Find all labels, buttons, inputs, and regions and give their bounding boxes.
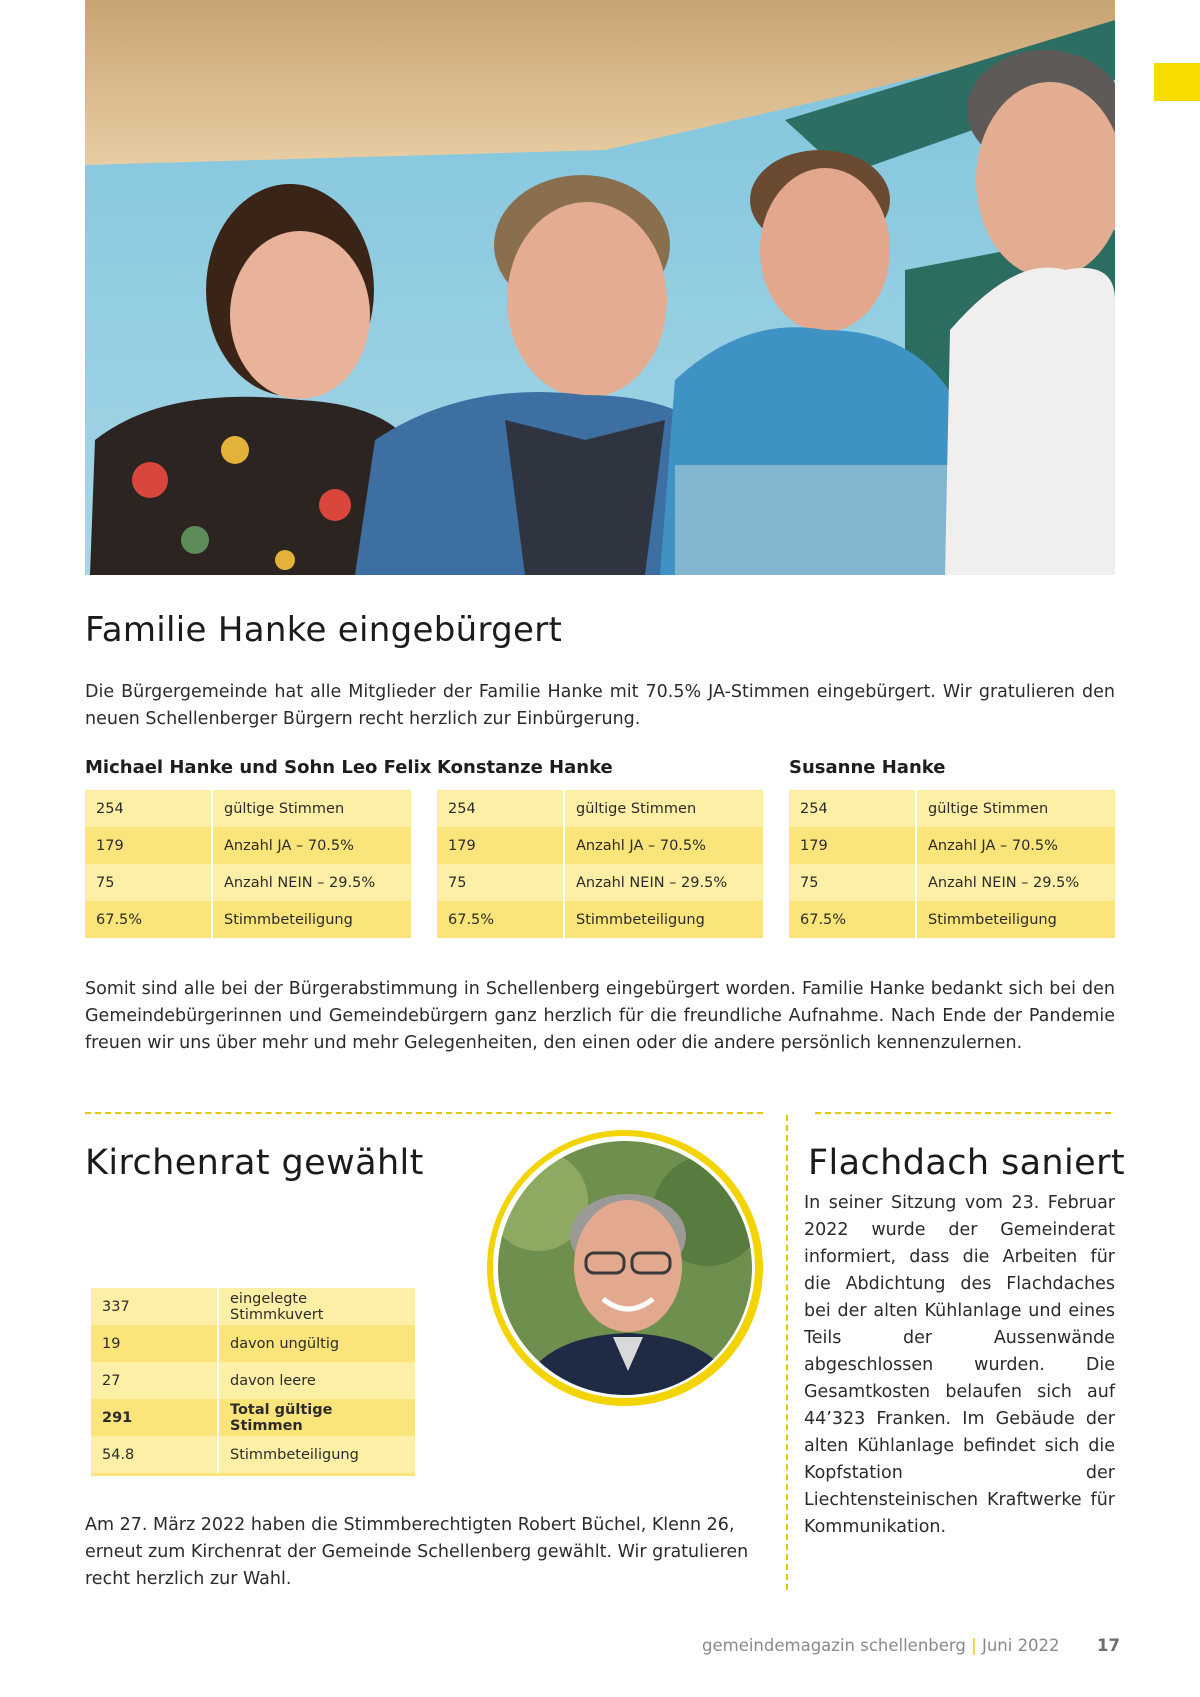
vote-table-michael xyxy=(85,757,431,938)
footer-issue: Juni 2022 xyxy=(981,1636,1060,1655)
column-divider xyxy=(786,1115,788,1590)
portrait-robert-buechel xyxy=(487,1130,763,1406)
flachdach-text: In seiner Sitzung vom 23. Februar 2022 wurde der Gemeinderat informiert, dass die Arbeiten für die Abdichtung des Flachdaches bei der alten Kühlanlage und eines Teils der Aussenwände abgeschlossen wurden. Die Gesamtkosten belaufen sich auf 44’323 Franken. Im Gebäude der alten Kühlanlage befindet sich die Kopfstation der Liechtensteinischen Kraftwerke für Kommunikation. xyxy=(804,1193,1115,1537)
section-divider xyxy=(85,1112,763,1114)
table-title: Susanne Hanke xyxy=(789,757,946,778)
kirchenrat-text: Am 27. März 2022 haben die Stimmberechtigten Robert Büchel, Klenn 26, erneut zum Kirchenrat der Gemeinde Schellenberg gewählt. Wir gratulieren recht herzlich zur Wahl. xyxy=(85,1515,749,1589)
closing-paragraph: Somit sind alle bei der Bürgerabstimmung in Schellenberg eingebürgert worden. Familie Hanke bedankt sich bei den Gemeindebürgerinnen und Gemeindebürgern ganz herzlich für die freundliche Aufnahme. Nach Ende der Pandemie freuen wir uns über mehr und mehr Gelegenheiten, den einen oder die andere persönlich kennenzulernen. xyxy=(85,979,1115,1053)
table-row: 179 Anzahl JA – 70.5% xyxy=(437,827,763,864)
table-row: 254 gültige Stimmen xyxy=(789,790,1115,827)
section-tab-marker xyxy=(1154,63,1200,101)
page-title: Familie Hanke eingebürgert xyxy=(85,610,563,650)
family-photo xyxy=(85,0,1115,575)
table-row: 179 Anzahl JA – 70.5% xyxy=(85,827,411,864)
table-row: 67.5% Stimmbeteiligung xyxy=(437,901,763,938)
table-row: 19 davon ungültig xyxy=(91,1325,415,1362)
flachdach-title: Flachdach saniert xyxy=(808,1143,1125,1183)
kirchenrat-table xyxy=(91,1288,415,1476)
table-row: 75 Anzahl NEIN – 29.5% xyxy=(789,864,1115,901)
footer-magazine: gemeindemagazin schellenberg xyxy=(702,1636,966,1655)
table-row: 179 Anzahl JA – 70.5% xyxy=(789,827,1115,864)
table-row: 27 davon leere xyxy=(91,1362,415,1399)
table-row: 291 Total gültige Stimmen xyxy=(91,1399,415,1436)
table-row: 75 Anzahl NEIN – 29.5% xyxy=(437,864,763,901)
vote-table-konstanze xyxy=(437,757,763,938)
footer xyxy=(702,1636,1060,1655)
kirchenrat-title: Kirchenrat gewählt xyxy=(85,1143,424,1183)
table-row: 54.8 Stimmbeteiligung xyxy=(91,1436,415,1473)
table-row: 75 Anzahl NEIN – 29.5% xyxy=(85,864,411,901)
table-row: 254 gültige Stimmen xyxy=(437,790,763,827)
footer-separator: | xyxy=(971,1636,977,1655)
vote-table-susanne xyxy=(789,757,1115,938)
table-row: 254 gültige Stimmen xyxy=(85,790,411,827)
section-divider xyxy=(815,1112,1111,1114)
table-row: 337 eingelegte Stimmkuvert xyxy=(91,1288,415,1325)
intro-paragraph: Die Bürgergemeinde hat alle Mitglieder der Familie Hanke mit 70.5% JA-Stimmen eingebürgert. Wir gratulieren den neuen Schellenberger Bürgern recht herzlich zur Einbürgerung. xyxy=(85,682,1115,729)
table-title: Konstanze Hanke xyxy=(437,757,613,778)
table-title: Michael Hanke und Sohn Leo Felix xyxy=(85,757,432,778)
table-row: 67.5% Stimmbeteiligung xyxy=(85,901,411,938)
page-number: 17 xyxy=(1097,1636,1120,1655)
table-row: 67.5% Stimmbeteiligung xyxy=(789,901,1115,938)
